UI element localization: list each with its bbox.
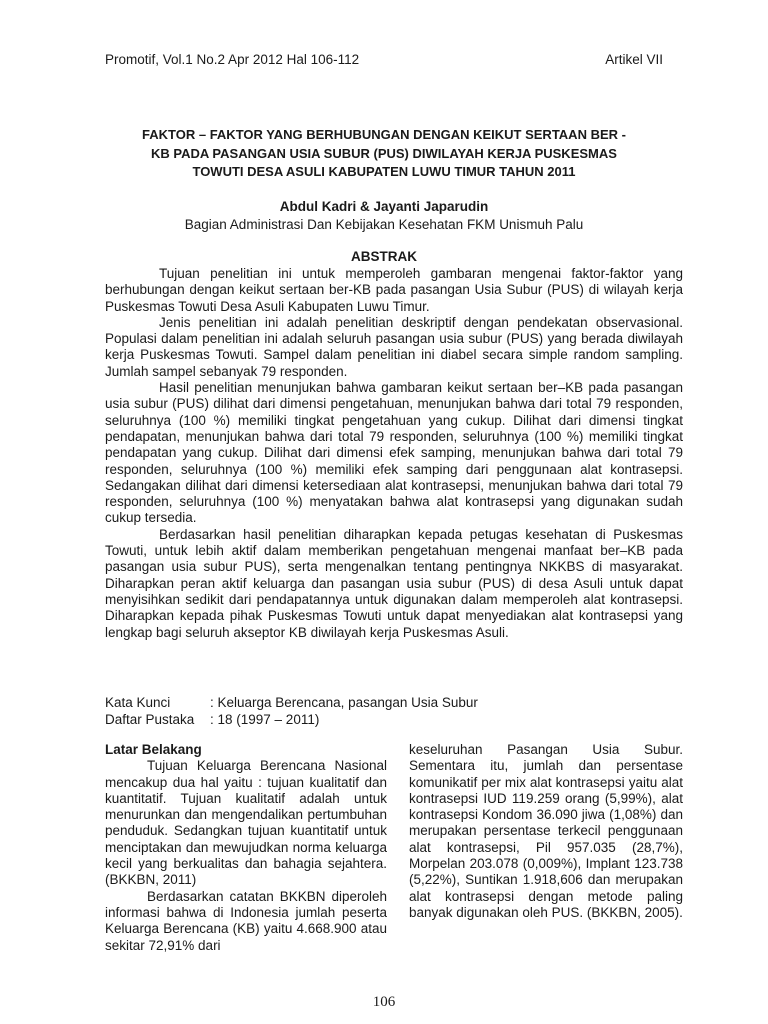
keywords-label: Kata Kunci (105, 695, 171, 710)
title-line: FAKTOR – FAKTOR YANG BERHUBUNGAN DENGAN KEIKUT SERTAAN BER - (142, 127, 626, 142)
keywords-block (105, 694, 683, 728)
keywords-row (105, 694, 683, 711)
abstract-body (105, 266, 683, 641)
abstract-paragraph: Jenis penelitian ini adalah penelitian deskriptif dengan pendekatan observasional. Populasi dalam penelitian ini adalah seluruh pasangan usia subur (PUS) yang berada diwilayah kerja Puskesmas Towuti. Sampel dalam penelitian ini diabel secara simple random sampling. Jumlah sampel sebanyak 79 responden. (105, 314, 683, 379)
page-number: 106 (372, 994, 396, 1010)
body-paragraph: keseluruhan Pasangan Usia Subur. Sementara itu, jumlah dan persentase komunikatif per mix alat kontrasepsi yaitu alat kontrasepsi IUD 119.259 orang (5,99%), alat kontrasepsi Kondom 36.090 jiwa (1,08%) dan merupakan persentase terkecil penggunaan alat kontrasepsi, Pil 957.035 (28,7%), Morpelan 203.078 (0,009%), Implant 123.738 (5,22%), Suntikan 1.918,606 dan merupakan alat kontrasepsi dengan metode paling banyak digunakan oleh PUS. (BKKBN, 2005). (409, 742, 683, 920)
references-row (105, 711, 683, 728)
running-header (105, 52, 663, 72)
body-column-left (105, 742, 387, 954)
article-title (96, 126, 672, 182)
article-number: Artikel VII (605, 52, 663, 67)
abstract-paragraph: Berdasarkan hasil penelitian diharapkan kepada petugas kesehatan di Puskesmas Towuti, untuk lebih aktif dalam memberikan pengetahuan mengenai manfaat ber–KB pada pasangan usia subur PUS), serta mengenalkan tentang pentingnya NKKBS di masyarakat. Diharapkan peran aktif keluarga dan pasangan usia subur (PUS) di desa Asuli untuk dapat menyisihkan sedikit dari pendapatannya untuk digunakan dalam memperoleh alat kontrasepsi. Diharapkan kepada pihak Puskesmas Towuti untuk dapat menyediakan alat kontrasepsi yang lengkap bagi seluruh akseptor KB diwilayah kerja Puskesmas Asuli. (105, 526, 683, 640)
abstract-heading: ABSTRAK (351, 249, 417, 264)
abstract-paragraph: Hasil penelitian menunjukan bahwa gambaran keikut sertaan ber–KB pada pasangan usia subur (PUS) dilihat dari dimensi pengetahuan, menunjukan bahwa dari total 79 responden, seluruhnya (100 %) memiliki tingkat pengetahuan yang cukup. Dilihat dari dimensi tingkat pendapatan, menunjukan bahwa dari total 79 responden, seluruhnya (100 %) memiliki tingkat pendapatan yang cukup. Dilihat dari dimensi efek samping, menunjukan bahwa dari total 79 responden, seluruhnya (100 %) memiliki efek samping dari penggunaan alat kontrasepsi. Sedangakan dilihat dari dimensi ketersediaan alat kontrasepsi, menunjukan bahwa dari total 79 responden, seluruhnya (100 %) menyatakan bahwa alat kontrasepsi yang digunakan sudah cukup tersedia. (105, 380, 683, 526)
authors: Abdul Kadri & Jayanti Japarudin (279, 199, 489, 214)
references-label: Daftar Pustaka (105, 712, 195, 727)
body-paragraph: Tujuan Keluarga Berencana Nasional mencakup dua hal yaitu : tujuan kualitatif dan kuantitatif. Tujuan kualitatif adalah untuk menurunkan dan mengendalikan pertumbuhan penduduk. Sedangkan tujuan kuantitatif untuk menciptakan dan mewujudkan norma keluarga kecil yang berkualitas dan bahagia sejahtera. (BKKBN, 2011) (105, 758, 387, 888)
keywords-value: : Keluarga Berencana, pasangan Usia Subur (210, 695, 478, 710)
abstract-paragraph: Tujuan penelitian ini untuk memperoleh gambaran mengenai faktor-faktor yang berhubungan dengan keikut sertaan ber-KB pada pasangan Usia Subur (PUS) di wilayah kerja Puskesmas Towuti Desa Asuli Kabupaten Luwu Timur. (105, 266, 683, 314)
section-heading: Latar Belakang (105, 742, 202, 757)
references-value: : 18 (1997 – 2011) (210, 712, 320, 727)
body-paragraph: Berdasarkan catatan BKKBN diperoleh informasi bahwa di Indonesia jumlah peserta Keluarga Berencana (KB) yaitu 4.668.900 atau sekitar 72,91% dari (105, 888, 387, 953)
title-line: TOWUTI DESA ASULI KABUPATEN LUWU TIMUR TAHUN 2011 (192, 164, 576, 180)
journal-citation: Promotif, Vol.1 No.2 Apr 2012 Hal 106-112 (105, 52, 360, 67)
title-line: KB PADA PASANGAN USIA SUBUR (PUS) DIWILAYAH KERJA PUSKESMAS (151, 145, 617, 161)
affiliation: Bagian Administrasi Dan Kebijakan Kesehatan FKM Unismuh Palu (184, 217, 584, 232)
body-column-right (409, 742, 683, 921)
